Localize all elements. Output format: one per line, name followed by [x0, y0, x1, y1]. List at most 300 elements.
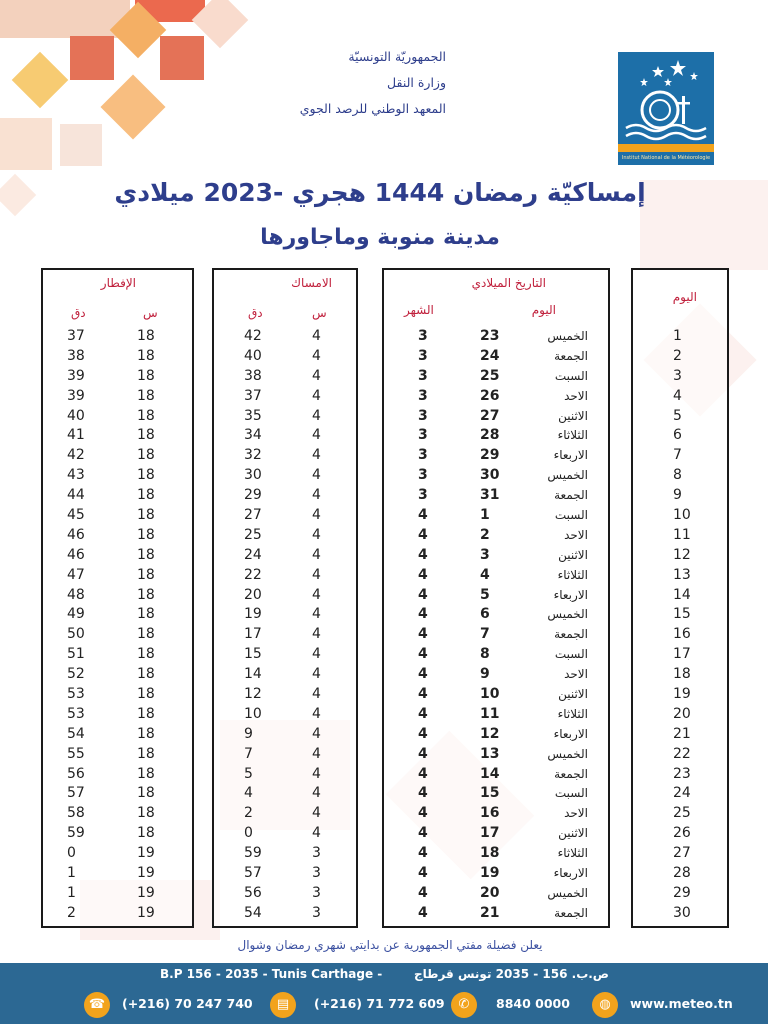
imsak-minute: 25 — [244, 526, 262, 543]
weekday-cell: الاحد — [564, 527, 588, 542]
phone-number[interactable]: (+216) 70 247 740 — [122, 996, 253, 1011]
iftar-rows — [43, 326, 192, 923]
table-row — [633, 585, 727, 605]
imsak-minute: 35 — [244, 407, 262, 424]
iftar-hour: 18 — [137, 765, 155, 782]
table-row — [384, 863, 608, 883]
month-cell: 4 — [418, 566, 428, 583]
month-cell: 4 — [418, 626, 428, 643]
imsak-hour: 4 — [312, 546, 321, 563]
iftar-minute: 59 — [67, 825, 85, 842]
weekday-cell: الخميس — [547, 468, 588, 483]
address-arabic: ص.ب. 156 - 2035 تونس قرطاج — [414, 967, 609, 981]
table-row — [384, 803, 608, 823]
table-row — [633, 823, 727, 843]
iftar-hour: 19 — [137, 884, 155, 901]
table-row — [633, 445, 727, 465]
table-row — [214, 425, 356, 445]
table-row — [633, 724, 727, 744]
table-row — [43, 863, 192, 883]
month-cell: 4 — [418, 745, 428, 762]
weekday-cell: السبت — [554, 786, 588, 801]
table-row — [384, 366, 608, 386]
day-number: 5 — [673, 407, 682, 424]
table-row — [633, 386, 727, 406]
weekday-cell: الثلاثاء — [557, 706, 588, 721]
iftar-hour-label: س — [143, 306, 158, 320]
table-row — [43, 783, 192, 803]
month-cell: 4 — [418, 884, 428, 901]
table-row — [43, 525, 192, 545]
date-cell: 13 — [480, 745, 500, 762]
iftar-hour: 18 — [137, 507, 155, 524]
month-cell: 4 — [418, 546, 428, 563]
footnote: يعلن فضيلة مفتي الجمهورية عن بدايتي شهري رمضان وشوال — [237, 938, 543, 952]
imsak-hour: 3 — [312, 845, 321, 862]
website-link[interactable]: www.meteo.tn — [630, 996, 733, 1011]
day-number: 8 — [673, 467, 682, 484]
table-row — [214, 724, 356, 744]
date-cell: 31 — [480, 487, 500, 504]
day-number: 15 — [673, 606, 691, 623]
day-number: 6 — [673, 427, 682, 444]
iftar-hour: 18 — [137, 825, 155, 842]
iftar-hour: 18 — [137, 805, 155, 822]
iftar-hour: 19 — [137, 845, 155, 862]
table-row — [214, 843, 356, 863]
table-row — [214, 903, 356, 923]
table-row — [43, 346, 192, 366]
iftar-hour: 18 — [137, 686, 155, 703]
iftar-minute: 44 — [67, 487, 85, 504]
month-cell: 3 — [418, 467, 428, 484]
address-french: B.P 156 - 2035 - Tunis Carthage - — [160, 967, 383, 981]
iftar-minute: 50 — [67, 626, 85, 643]
table-row — [384, 744, 608, 764]
table-row — [43, 366, 192, 386]
table-row — [214, 585, 356, 605]
iftar-hour: 18 — [137, 447, 155, 464]
month-cell: 4 — [418, 805, 428, 822]
imsak-hour: 4 — [312, 407, 321, 424]
table-row — [43, 724, 192, 744]
date-cell: 6 — [480, 606, 490, 623]
weekday-cell: الاثنين — [558, 408, 588, 423]
table-row — [214, 505, 356, 525]
day-number: 12 — [673, 546, 691, 563]
iftar-minute-label: دق — [71, 306, 86, 320]
month-cell: 4 — [418, 725, 428, 742]
table-row — [384, 724, 608, 744]
iftar-hour: 18 — [137, 467, 155, 484]
table-row — [384, 585, 608, 605]
iftar-minute: 40 — [67, 407, 85, 424]
iftar-minute: 51 — [67, 646, 85, 663]
table-row — [633, 366, 727, 386]
date-cell: 11 — [480, 705, 500, 722]
weekday-cell: السبت — [554, 647, 588, 662]
table-row — [214, 744, 356, 764]
imsak-minute: 19 — [244, 606, 262, 623]
imsak-minute: 0 — [244, 825, 253, 842]
weekday-cell: الخميس — [547, 329, 588, 343]
date-cell: 20 — [480, 884, 500, 901]
table-row — [384, 425, 608, 445]
iftar-minute: 56 — [67, 765, 85, 782]
imsak-minute: 30 — [244, 467, 262, 484]
imsak-hour: 4 — [312, 427, 321, 444]
imsak-hour: 4 — [312, 626, 321, 643]
iftar-minute: 39 — [67, 387, 85, 404]
iftar-hour: 18 — [137, 487, 155, 504]
table-row — [43, 326, 192, 346]
table-row — [633, 664, 727, 684]
iftar-hour: 18 — [137, 347, 155, 364]
day-number: 1 — [673, 328, 682, 344]
day-number: 13 — [673, 566, 691, 583]
iftar-minute: 0 — [67, 845, 76, 862]
month-cell: 3 — [418, 328, 428, 344]
iftar-hour: 18 — [137, 387, 155, 404]
imsak-minute: 34 — [244, 427, 262, 444]
day-number: 16 — [673, 626, 691, 643]
imsak-hour: 4 — [312, 745, 321, 762]
month-cell: 3 — [418, 447, 428, 464]
table-row — [214, 604, 356, 624]
iftar-hour: 18 — [137, 427, 155, 444]
iftar-minute: 53 — [67, 705, 85, 722]
imsak-hour: 3 — [312, 904, 321, 921]
imsak-hour: 4 — [312, 507, 321, 524]
imsak-minute: 32 — [244, 447, 262, 464]
table-row — [43, 604, 192, 624]
inm-logo — [618, 52, 714, 165]
day-number: 3 — [673, 367, 682, 384]
imsak-minute: 5 — [244, 765, 253, 782]
date-cell: 10 — [480, 686, 500, 703]
day-number: 26 — [673, 825, 691, 842]
month-cell: 3 — [418, 347, 428, 364]
iftar-minute: 53 — [67, 686, 85, 703]
iftar-hour: 18 — [137, 566, 155, 583]
day-number: 7 — [673, 447, 682, 464]
iftar-hour: 18 — [137, 407, 155, 424]
day-number: 20 — [673, 705, 691, 722]
table-row — [384, 783, 608, 803]
table-row — [43, 425, 192, 445]
weekday-cell: الخميس — [547, 607, 588, 622]
table-row — [43, 644, 192, 664]
table-row — [214, 783, 356, 803]
table-row — [214, 704, 356, 724]
weekday-cell: الثلاثاء — [557, 846, 588, 861]
iftar-hour: 18 — [137, 367, 155, 384]
imsak-minute: 56 — [244, 884, 262, 901]
imsak-hour: 3 — [312, 884, 321, 901]
date-cell: 30 — [480, 467, 500, 484]
table-row — [384, 485, 608, 505]
ministry-name: وزارة النقل — [387, 75, 446, 90]
date-cell: 16 — [480, 805, 500, 822]
table-row — [384, 823, 608, 843]
month-cell: 3 — [418, 487, 428, 504]
month-cell: 3 — [418, 407, 428, 424]
imsak-hour: 4 — [312, 666, 321, 683]
table-row — [384, 684, 608, 704]
imsak-minute: 54 — [244, 904, 262, 921]
iftar-hour: 18 — [137, 705, 155, 722]
weekday-cell: الجمعة — [554, 766, 588, 781]
weekday-cell: الاثنين — [558, 547, 588, 562]
day-number: 30 — [673, 904, 691, 921]
imsak-hour: 4 — [312, 686, 321, 703]
table-row — [43, 843, 192, 863]
month-cell: 4 — [418, 845, 428, 862]
table-row — [384, 764, 608, 784]
imsak-minute: 10 — [244, 705, 262, 722]
table-row — [384, 406, 608, 426]
table-row — [43, 823, 192, 843]
fax-number[interactable]: (+216) 71 772 609 — [314, 996, 445, 1011]
table-row — [43, 624, 192, 644]
table-row — [384, 843, 608, 863]
imsak-minute: 42 — [244, 328, 262, 344]
day-title: اليوم — [672, 290, 697, 304]
table-row — [214, 326, 356, 346]
iftar-minute: 47 — [67, 566, 85, 583]
table-row — [384, 903, 608, 923]
iftar-hour: 18 — [137, 586, 155, 603]
imsak-minute: 38 — [244, 367, 262, 384]
date-cell: 4 — [480, 566, 490, 583]
day-number: 11 — [673, 526, 691, 543]
table-row — [633, 346, 727, 366]
table-row — [633, 803, 727, 823]
iftar-minute: 45 — [67, 507, 85, 524]
table-row — [633, 406, 727, 426]
imsak-hour: 4 — [312, 347, 321, 364]
table-row — [633, 505, 727, 525]
iftar-hour: 18 — [137, 606, 155, 623]
day-number: 4 — [673, 387, 682, 404]
imsak-hour: 4 — [312, 606, 321, 623]
green-number[interactable]: 8840 0000 — [496, 996, 570, 1011]
month-cell: 4 — [418, 686, 428, 703]
globe-icon: ◍ — [592, 992, 618, 1018]
imsak-column — [212, 268, 358, 928]
inm-logo-icon — [618, 52, 714, 152]
imsak-hour: 4 — [312, 387, 321, 404]
table-row — [214, 485, 356, 505]
imsak-minute: 37 — [244, 387, 262, 404]
iftar-minute: 57 — [67, 785, 85, 802]
table-row — [43, 684, 192, 704]
table-row — [43, 445, 192, 465]
table-row — [214, 406, 356, 426]
table-row — [633, 903, 727, 923]
republic-name: الجمهوريّة التونسيّة — [348, 49, 446, 64]
weekday-cell: الاثنين — [558, 826, 588, 841]
date-cell: 29 — [480, 447, 500, 464]
imsak-hour: 4 — [312, 328, 321, 344]
imsak-minute: 14 — [244, 666, 262, 683]
month-cell: 3 — [418, 367, 428, 384]
date-cell: 2 — [480, 526, 490, 543]
iftar-hour: 18 — [137, 666, 155, 683]
date-cell: 24 — [480, 347, 500, 364]
iftar-minute: 43 — [67, 467, 85, 484]
table-row — [214, 803, 356, 823]
day-number: 22 — [673, 745, 691, 762]
month-cell: 4 — [418, 865, 428, 882]
imsak-hour: 4 — [312, 586, 321, 603]
month-cell: 4 — [418, 666, 428, 683]
table-row — [43, 704, 192, 724]
imsak-minute: 20 — [244, 586, 262, 603]
table-row — [384, 704, 608, 724]
day-number: 25 — [673, 805, 691, 822]
imsak-title: الامساك — [291, 276, 332, 290]
table-row — [384, 326, 608, 346]
day-number: 14 — [673, 586, 691, 603]
table-row — [43, 764, 192, 784]
iftar-hour: 18 — [137, 725, 155, 742]
table-row — [633, 863, 727, 883]
table-row — [214, 644, 356, 664]
phone-icon: ☎ — [84, 992, 110, 1018]
imsak-minute: 4 — [244, 785, 253, 802]
table-row — [43, 803, 192, 823]
day-number: 19 — [673, 686, 691, 703]
table-row — [633, 764, 727, 784]
weekday-cell: الاحد — [564, 806, 588, 821]
month-cell: 4 — [418, 507, 428, 524]
date-cell: 21 — [480, 904, 500, 921]
weekday-cell: السبت — [554, 368, 588, 383]
imsak-hour: 4 — [312, 526, 321, 543]
imsak-minute: 17 — [244, 626, 262, 643]
imsak-hour: 3 — [312, 865, 321, 882]
day-number: 10 — [673, 507, 691, 524]
imsak-hour: 4 — [312, 367, 321, 384]
imsak-minute: 12 — [244, 686, 262, 703]
table-row — [384, 545, 608, 565]
iftar-minute: 38 — [67, 347, 85, 364]
month-cell: 4 — [418, 785, 428, 802]
table-row — [384, 644, 608, 664]
imsak-hour: 4 — [312, 785, 321, 802]
weekday-cell: الاثنين — [558, 687, 588, 702]
table-row — [43, 386, 192, 406]
date-cell: 7 — [480, 626, 490, 643]
table-row — [214, 764, 356, 784]
weekday-cell: الاربعاء — [553, 726, 588, 741]
day-number: 28 — [673, 865, 691, 882]
iftar-minute: 46 — [67, 546, 85, 563]
table-row — [43, 465, 192, 485]
imsak-hour: 4 — [312, 705, 321, 722]
imsak-minute: 59 — [244, 845, 262, 862]
month-cell: 4 — [418, 646, 428, 663]
iftar-minute: 52 — [67, 666, 85, 683]
table-row — [633, 883, 727, 903]
table-row — [43, 585, 192, 605]
table-row — [384, 445, 608, 465]
table-row — [633, 485, 727, 505]
month-cell: 3 — [418, 427, 428, 444]
day-rows — [633, 326, 727, 923]
month-cell: 4 — [418, 904, 428, 921]
table-row — [43, 545, 192, 565]
month-cell: 4 — [418, 526, 428, 543]
page-title: إمساكيّة رمضان 1444 هجري -2023 ميلادي — [114, 178, 646, 207]
iftar-minute: 54 — [67, 725, 85, 742]
table-row — [633, 744, 727, 764]
gregorian-date-column — [382, 268, 610, 928]
iftar-title: الإفطار — [100, 276, 136, 290]
date-cell: 28 — [480, 427, 500, 444]
table-row — [384, 525, 608, 545]
day-number: 17 — [673, 646, 691, 663]
table-row — [214, 525, 356, 545]
date-cell: 23 — [480, 328, 500, 344]
imsak-minute-label: دق — [248, 306, 263, 320]
day-number: 29 — [673, 884, 691, 901]
date-cell: 14 — [480, 765, 500, 782]
table-row — [633, 326, 727, 346]
weekday-cell: الخميس — [547, 885, 588, 900]
imsak-rows — [214, 326, 356, 923]
iftar-hour: 19 — [137, 904, 155, 921]
table-row — [214, 386, 356, 406]
weekday-cell: الاربعاء — [553, 587, 588, 602]
weekday-cell: الجمعة — [554, 627, 588, 642]
weekday-label: اليوم — [531, 303, 556, 317]
page-subtitle: مدينة منوبة وماجاورها — [260, 225, 500, 250]
table-row — [633, 545, 727, 565]
iftar-minute: 46 — [67, 526, 85, 543]
table-row — [214, 624, 356, 644]
imsak-hour: 4 — [312, 765, 321, 782]
iftar-minute: 58 — [67, 805, 85, 822]
table-row — [384, 664, 608, 684]
date-cell: 9 — [480, 666, 490, 683]
day-number: 24 — [673, 785, 691, 802]
table-row — [633, 684, 727, 704]
table-row — [43, 485, 192, 505]
table-row — [633, 525, 727, 545]
iftar-minute: 41 — [67, 427, 85, 444]
table-row — [214, 366, 356, 386]
table-row — [43, 744, 192, 764]
table-row — [214, 545, 356, 565]
imsak-hour: 4 — [312, 566, 321, 583]
month-cell: 4 — [418, 606, 428, 623]
iftar-hour: 18 — [137, 546, 155, 563]
imsak-hour: 4 — [312, 467, 321, 484]
imsak-minute: 27 — [244, 507, 262, 524]
table-row — [384, 346, 608, 366]
day-number: 27 — [673, 845, 691, 862]
weekday-cell: الاربعاء — [553, 448, 588, 463]
date-cell: 5 — [480, 586, 490, 603]
table-row — [384, 465, 608, 485]
table-row — [214, 823, 356, 843]
table-row — [214, 684, 356, 704]
table-row — [214, 664, 356, 684]
table-row — [633, 465, 727, 485]
iftar-minute: 48 — [67, 586, 85, 603]
